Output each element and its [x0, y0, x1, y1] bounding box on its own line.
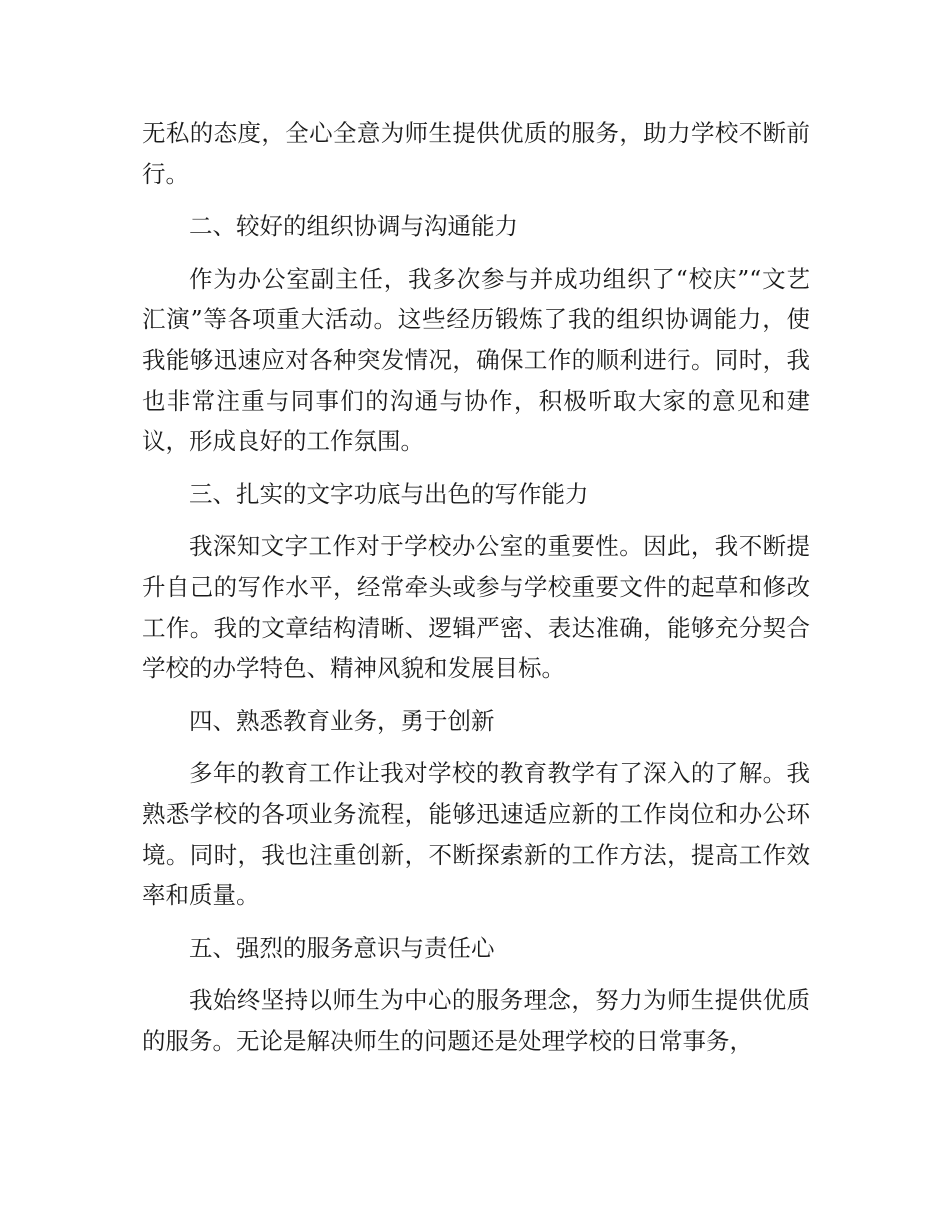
section-heading-5: 五、强烈的服务意识与责任心	[189, 933, 495, 962]
paragraph-education: 多年的教育工作让我对学校的教育教学有了深入的了解。我熟悉学校的各项业务流程，能够迅速适应新的工作岗位和办公环境。同时，我也注重创新，不断探索新的工作方法，提高工作效率和质量。	[142, 759, 810, 910]
document-body	[142, 113, 810, 1073]
section-heading-3: 三、扎实的文字功底与出色的写作能力	[189, 479, 589, 508]
paragraph-coordination: 作为办公室副主任，我多次参与并成功组织了“校庆”“文艺汇演”等各项重大活动。这些经历锻炼了我的组织协调能力，使我能够迅速应对各种突发情况，确保工作的顺利进行。同时，我也非常注重与同事们的沟通与协作，积极听取大家的意见和建议，形成良好的工作氛围。	[142, 264, 810, 456]
paragraph-writing: 我深知文字工作对于学校办公室的重要性。因此，我不断提升自己的写作水平，经常牵头或参与学校重要文件的起草和修改工作。我的文章结构清晰、逻辑严密、表达准确，能够充分契合学校的办学特色、精神风貌和发展目标。	[142, 532, 810, 683]
section-heading-2: 二、较好的组织协调与沟通能力	[189, 212, 518, 241]
paragraph-continuation: 无私的态度，全心全意为师生提供优质的服务，助力学校不断前行。	[142, 119, 810, 188]
section-heading-4: 四、熟悉教育业务，勇于创新	[189, 706, 495, 735]
paragraph-service: 我始终坚持以师生为中心的服务理念，努力为师生提供优质的服务。无论是解决师生的问题还是处理学校的日常事务，	[142, 986, 810, 1055]
